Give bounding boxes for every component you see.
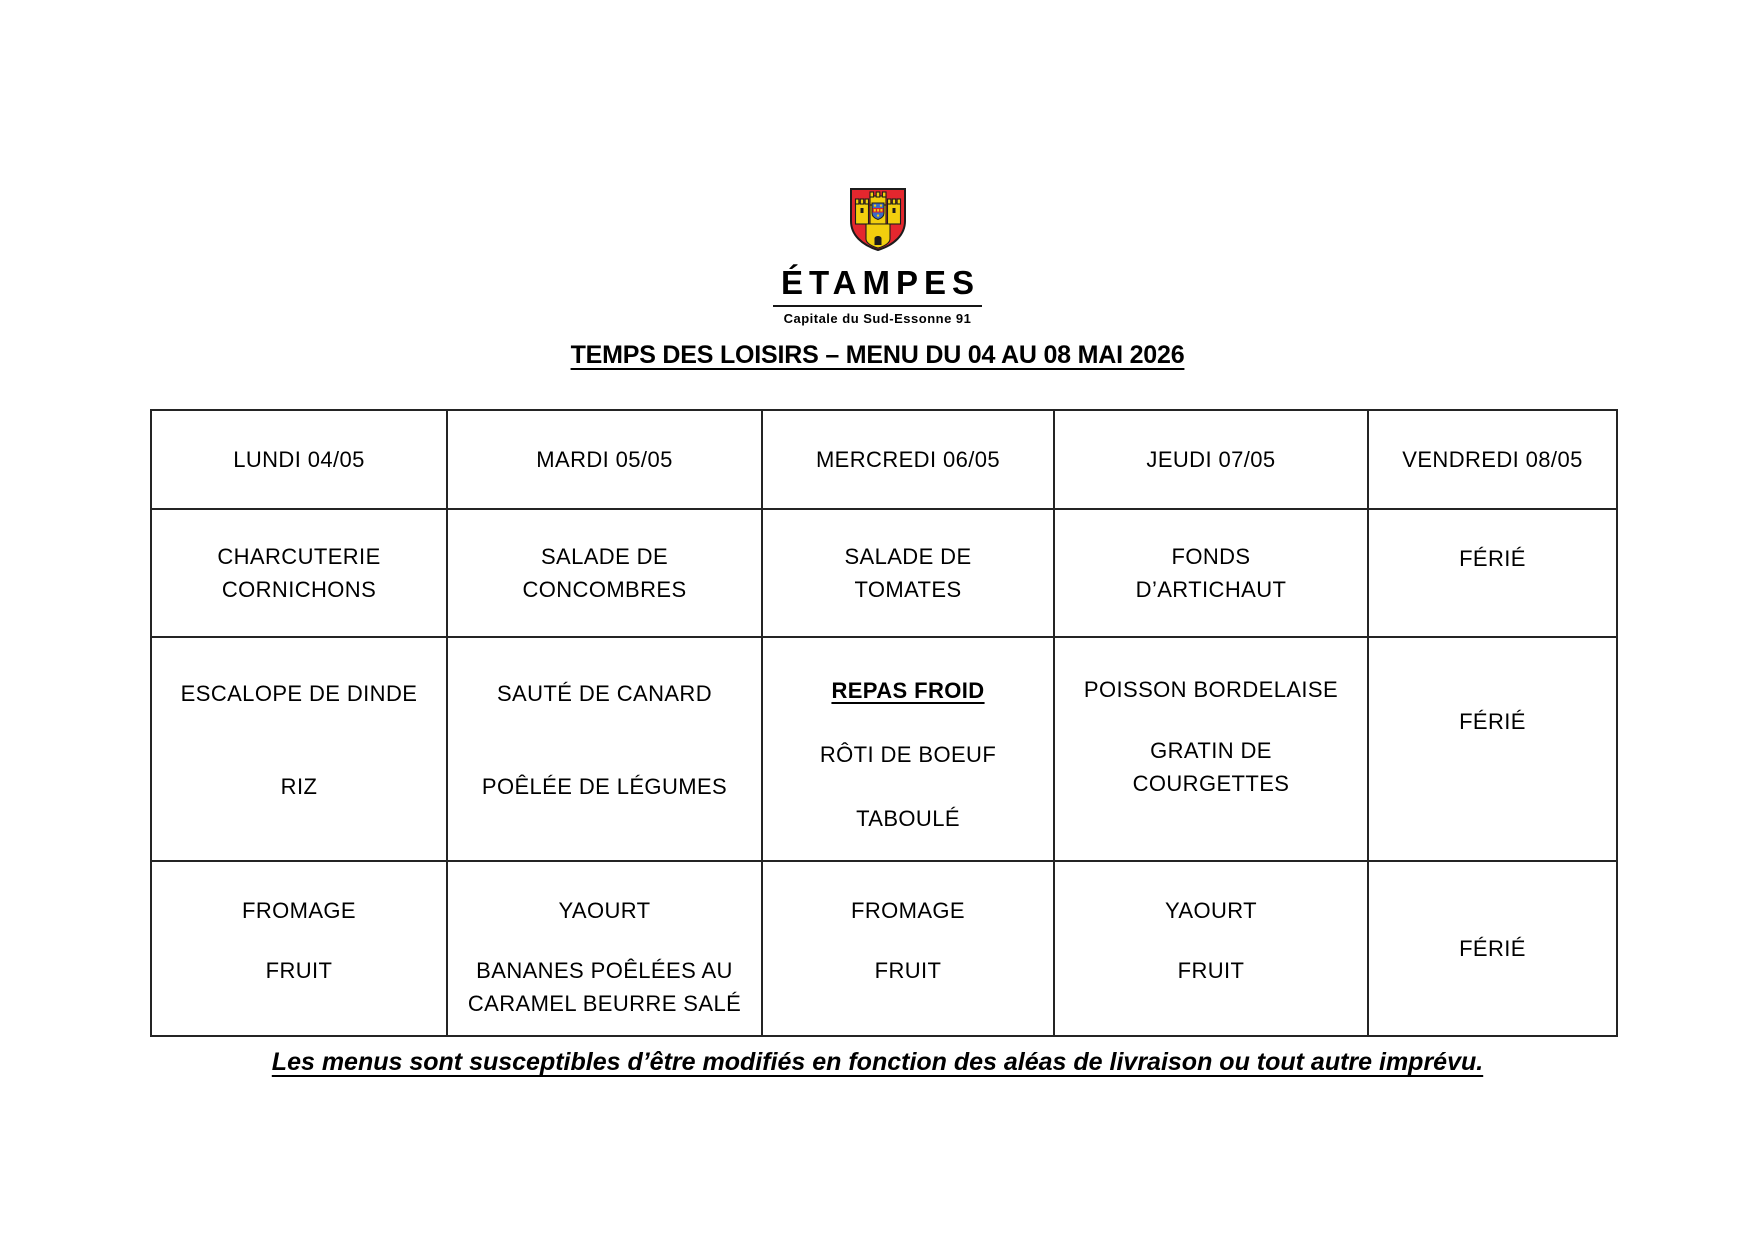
cell-thursday-main xyxy=(1054,637,1368,861)
menu-text: TOMATES xyxy=(854,577,962,602)
menu-text: YAOURT xyxy=(1164,898,1258,923)
header-thursday: JEUDI 07/05 xyxy=(1054,410,1368,509)
cell-friday-starter xyxy=(1368,509,1617,637)
menu-text: YAOURT xyxy=(558,898,651,923)
logo-wordmark xyxy=(773,266,982,326)
cold-meal-heading: REPAS FROID xyxy=(831,678,985,703)
mains-row xyxy=(151,637,1617,861)
disclaimer-text: Les menus sont susceptibles d’être modifiés en fonction des aléas de livraison ou tout autre imprévu. xyxy=(271,1048,1484,1076)
cell-monday-dessert xyxy=(151,861,447,1036)
starters-row xyxy=(151,509,1617,637)
cell-wednesday-starter xyxy=(762,509,1054,637)
menu-text: RÔTI DE BOEUF xyxy=(819,742,997,767)
cell-tuesday-starter xyxy=(447,509,762,637)
menu-text: D’ARTICHAUT xyxy=(1135,577,1287,602)
holiday-text: FÉRIÉ xyxy=(1459,545,1526,571)
cell-friday-dessert xyxy=(1368,861,1617,1036)
header-monday: LUNDI 04/05 xyxy=(151,410,447,509)
menu-text: POÊLÉE DE LÉGUMES xyxy=(481,774,728,799)
menu-text: FONDS xyxy=(1171,544,1251,569)
cell-monday-starter xyxy=(151,509,447,637)
page-title-text: TEMPS DES LOISIRS – MENU DU 04 AU 08 MAI 2026 xyxy=(570,341,1185,369)
cell-wednesday-dessert xyxy=(762,861,1054,1036)
city-logo xyxy=(0,186,1755,326)
menu-text: FROMAGE xyxy=(850,898,966,923)
cell-tuesday-dessert xyxy=(447,861,762,1036)
header-wednesday: MERCREDI 06/05 xyxy=(762,410,1054,509)
menu-text: SALADE DE xyxy=(540,544,669,569)
holiday-text: FÉRIÉ xyxy=(1459,936,1526,961)
menu-text: FROMAGE xyxy=(241,898,357,923)
menu-text: CONCOMBRES xyxy=(522,577,687,602)
desserts-row xyxy=(151,861,1617,1036)
etampes-coat-of-arms-icon xyxy=(847,186,909,253)
cell-wednesday-main xyxy=(762,637,1054,861)
menu-text: BANANES POÊLÉES AU xyxy=(476,958,733,983)
menu-text: FRUIT xyxy=(1177,958,1245,983)
menu-text: ESCALOPE DE DINDE xyxy=(180,681,418,706)
header-friday: VENDREDI 08/05 xyxy=(1368,410,1617,509)
menu-text: COURGETTES xyxy=(1132,770,1290,796)
menu-text: GRATIN DE xyxy=(1150,737,1272,763)
menu-text: TABOULÉ xyxy=(856,806,960,831)
holiday-text: FÉRIÉ xyxy=(1459,708,1526,734)
menu-table xyxy=(150,409,1618,1037)
cell-friday-main xyxy=(1368,637,1617,861)
header-tuesday: MARDI 05/05 xyxy=(447,410,762,509)
header-row xyxy=(151,410,1617,509)
city-tagline: Capitale du Sud-Essonne 91 xyxy=(783,310,972,326)
menu-text: SAUTÉ DE CANARD xyxy=(496,681,713,706)
menu-text: CARAMEL BEURRE SALÉ xyxy=(467,991,742,1016)
menu-text: CORNICHONS xyxy=(221,577,377,602)
menu-text: POISSON BORDELAISE xyxy=(1083,676,1339,702)
cell-thursday-starter xyxy=(1054,509,1368,637)
cell-tuesday-main xyxy=(447,637,762,861)
menu-text: FRUIT xyxy=(265,958,333,983)
cell-monday-main xyxy=(151,637,447,861)
menu-text: SALADE DE xyxy=(844,544,972,569)
menu-text: RIZ xyxy=(280,774,318,799)
page-title xyxy=(0,341,1755,370)
disclaimer-note xyxy=(0,1048,1755,1077)
menu-text: FRUIT xyxy=(874,958,942,983)
menu-text: CHARCUTERIE xyxy=(217,544,381,569)
city-name: ÉTAMPES xyxy=(773,266,982,307)
cell-thursday-dessert xyxy=(1054,861,1368,1036)
